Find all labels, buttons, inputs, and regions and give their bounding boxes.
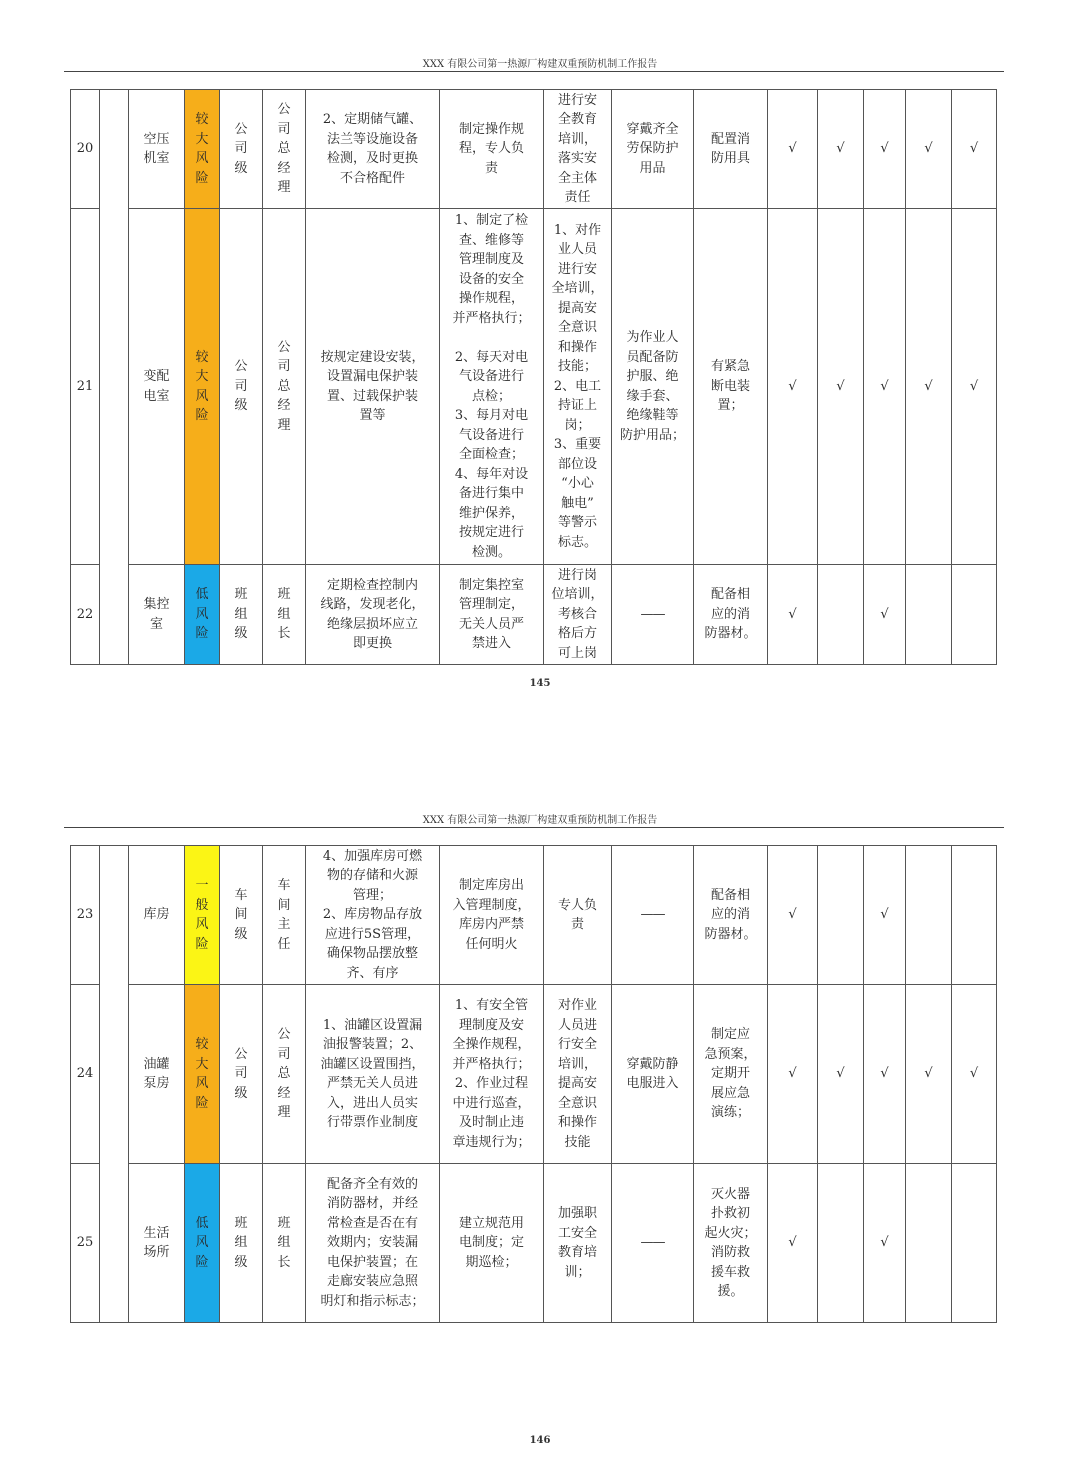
management-measures-cell: 制定集控室 管理制定， 无关人员严 禁进入 (440, 565, 544, 665)
check-mark: √ (864, 846, 906, 985)
page-header-title: XXX 有限公司第一热源厂构建双重预防机制工作报告 (422, 59, 658, 70)
training-measures-cell: 进行岗 位培训， 考核合 格后方 可上岗 (544, 565, 612, 665)
check-mark (906, 1164, 952, 1323)
risk-level-text: 一般风险 (195, 878, 209, 952)
page-number: 145 (529, 678, 551, 689)
check-mark: √ (818, 985, 864, 1164)
check-mark (952, 1164, 997, 1323)
check-mark: √ (864, 90, 906, 209)
risk-level-text: 较大风险 (195, 112, 209, 186)
responsible-person-cell: 公司总经理 (263, 985, 306, 1164)
ppe-measures-cell: 穿戴防静 电服进入 (612, 985, 694, 1164)
risk-level-badge (185, 209, 220, 565)
training-measures-cell: 专人负 责 (544, 846, 612, 985)
check-mark: √ (818, 209, 864, 565)
row-number: 23 (71, 846, 100, 985)
check-mark (952, 565, 997, 665)
engineering-measures-cell: 配备齐全有效的 消防器材，并经 常检查是否在有 效期内；安装漏 电保护装置；在 走廊安装应急照 明灯和指示标志； (306, 1164, 440, 1323)
location-cell: 变配 电室 (129, 209, 185, 565)
management-measures-cell: 1、制定了检 查、维修等 管理制度及 设备的安全 操作规程， 并严格执行； 2、每天对电 气设备进行 点检； 3、每月对电 气设备进行 全面检查； 4、每年对设 备进行集中 维护保养， 按规定进行 检测。 (440, 209, 544, 565)
control-level-cell: 车间级 (220, 846, 263, 985)
risk-control-table (70, 845, 997, 1323)
check-mark: √ (768, 209, 818, 565)
page-number: 146 (529, 1435, 551, 1446)
responsible-person-cell: 车间主任 (263, 846, 306, 985)
responsible-person-cell: 公司总经理 (263, 209, 306, 565)
emergency-measures-cell: 配备相 应的消 防器材。 (694, 846, 768, 985)
risk-level-badge (185, 985, 220, 1164)
check-mark: √ (952, 985, 997, 1164)
check-mark: √ (768, 1164, 818, 1323)
check-mark: √ (864, 1164, 906, 1323)
training-measures-cell: 对作业 人员进 行安全 培训， 提高安 全意识 和操作 技能 (544, 985, 612, 1164)
location-cell: 空压 机室 (129, 90, 185, 209)
check-mark (818, 565, 864, 665)
row-number: 25 (71, 1164, 100, 1323)
training-measures-cell: 进行安 全教育 培训， 落实安 全主体 责任 (544, 90, 612, 209)
document-page-146 (0, 800, 1080, 1462)
merged-blank-cell (100, 846, 129, 1323)
ppe-measures-cell: 为作业人 员配备防 护服、绝 缘手套、 绝缘鞋等 防护用品； (612, 209, 694, 565)
row-number: 22 (71, 565, 100, 665)
table-row (71, 90, 997, 209)
check-mark: √ (768, 846, 818, 985)
location-cell: 库房 (129, 846, 185, 985)
risk-level-badge (185, 846, 220, 985)
check-mark (906, 846, 952, 985)
table-row (71, 1164, 997, 1323)
emergency-measures-cell: 配备相 应的消 防器材。 (694, 565, 768, 665)
ppe-measures-cell: —— (612, 846, 694, 985)
control-level-cell: 公司级 (220, 985, 263, 1164)
control-level-cell: 班组级 (220, 1164, 263, 1323)
page-header-title: XXX 有限公司第一热源厂构建双重预防机制工作报告 (422, 815, 658, 826)
location-cell: 油罐 泵房 (129, 985, 185, 1164)
check-mark: √ (768, 565, 818, 665)
risk-level-badge (185, 565, 220, 665)
responsible-person-cell: 班组长 (263, 565, 306, 665)
check-mark: √ (864, 565, 906, 665)
check-mark: √ (818, 90, 864, 209)
risk-level-badge (185, 90, 220, 209)
check-mark: √ (906, 209, 952, 565)
management-measures-cell: 1、有安全管 理制度及安 全操作规程， 并严格执行； 2、作业过程 中进行巡查， 及时制止违 章违规行为； (440, 985, 544, 1164)
management-measures-cell: 制定库房出 入管理制度， 库房内严禁 任何明火 (440, 846, 544, 985)
check-mark: √ (768, 90, 818, 209)
header-divider (64, 827, 1004, 828)
ppe-measures-cell: —— (612, 1164, 694, 1323)
emergency-measures-cell: 制定应 急预案， 定期开 展应急 演练； (694, 985, 768, 1164)
emergency-measures-cell: 灭火器 扑救初 起火灾； 消防救 援车救 援。 (694, 1164, 768, 1323)
responsible-person-cell: 班组长 (263, 1164, 306, 1323)
ppe-measures-cell: —— (612, 565, 694, 665)
row-number: 21 (71, 209, 100, 565)
table-row (71, 565, 997, 665)
check-mark: √ (906, 985, 952, 1164)
risk-level-badge (185, 1164, 220, 1323)
table-row (71, 209, 997, 565)
control-level-cell: 班组级 (220, 565, 263, 665)
emergency-measures-cell: 配置消 防用具 (694, 90, 768, 209)
check-mark (818, 1164, 864, 1323)
table-row (71, 985, 997, 1164)
check-mark: √ (864, 985, 906, 1164)
check-mark: √ (864, 209, 906, 565)
check-mark: √ (768, 985, 818, 1164)
engineering-measures-cell: 按规定建设安装， 设置漏电保护装 置、过载保护装 置等 (306, 209, 440, 565)
location-cell: 集控 室 (129, 565, 185, 665)
header-divider (64, 71, 1004, 72)
check-mark: √ (906, 90, 952, 209)
check-mark: √ (952, 209, 997, 565)
location-cell: 生活 场所 (129, 1164, 185, 1323)
engineering-measures-cell: 2、定期储气罐、 法兰等设施设备 检测，及时更换 不合格配件 (306, 90, 440, 209)
engineering-measures-cell: 1、油罐区设置漏 油报警装置；2、 油罐区设置围挡， 严禁无关人员进 入，进出人员实 行带票作业制度 (306, 985, 440, 1164)
control-level-cell: 公司级 (220, 209, 263, 565)
responsible-person-cell: 公司总经理 (263, 90, 306, 209)
training-measures-cell: 加强职 工安全 教育培 训； (544, 1164, 612, 1323)
risk-level-text: 低风险 (195, 587, 209, 642)
risk-level-text: 低风险 (195, 1215, 209, 1270)
row-number: 20 (71, 90, 100, 209)
management-measures-cell: 建立规范用 电制度；定 期巡检； (440, 1164, 544, 1323)
check-mark (906, 565, 952, 665)
training-measures-cell: 1、对作 业人员 进行安 全培训， 提高安 全意识 和操作 技能； 2、电工 持证上 岗； 3、重要 部位设 “小心 触电” 等警示 标志。 (544, 209, 612, 565)
risk-level-text: 较大风险 (195, 1037, 209, 1111)
engineering-measures-cell: 4、加强库房可燃 物的存储和火源 管理； 2、库房物品存放 应进行5S管理， 确保物品摆放整 齐、有序 (306, 846, 440, 985)
check-mark: √ (952, 90, 997, 209)
check-mark (952, 846, 997, 985)
risk-level-text: 较大风险 (195, 349, 209, 423)
merged-blank-cell (100, 90, 129, 665)
emergency-measures-cell: 有紧急 断电装 置； (694, 209, 768, 565)
row-number: 24 (71, 985, 100, 1164)
management-measures-cell: 制定操作规 程，专人负 责 (440, 90, 544, 209)
engineering-measures-cell: 定期检查控制内 线路，发现老化， 绝缘层损坏应立 即更换 (306, 565, 440, 665)
check-mark (818, 846, 864, 985)
risk-control-table (70, 89, 997, 665)
table-row (71, 846, 997, 985)
ppe-measures-cell: 穿戴齐全 劳保防护 用品 (612, 90, 694, 209)
control-level-cell: 公司级 (220, 90, 263, 209)
